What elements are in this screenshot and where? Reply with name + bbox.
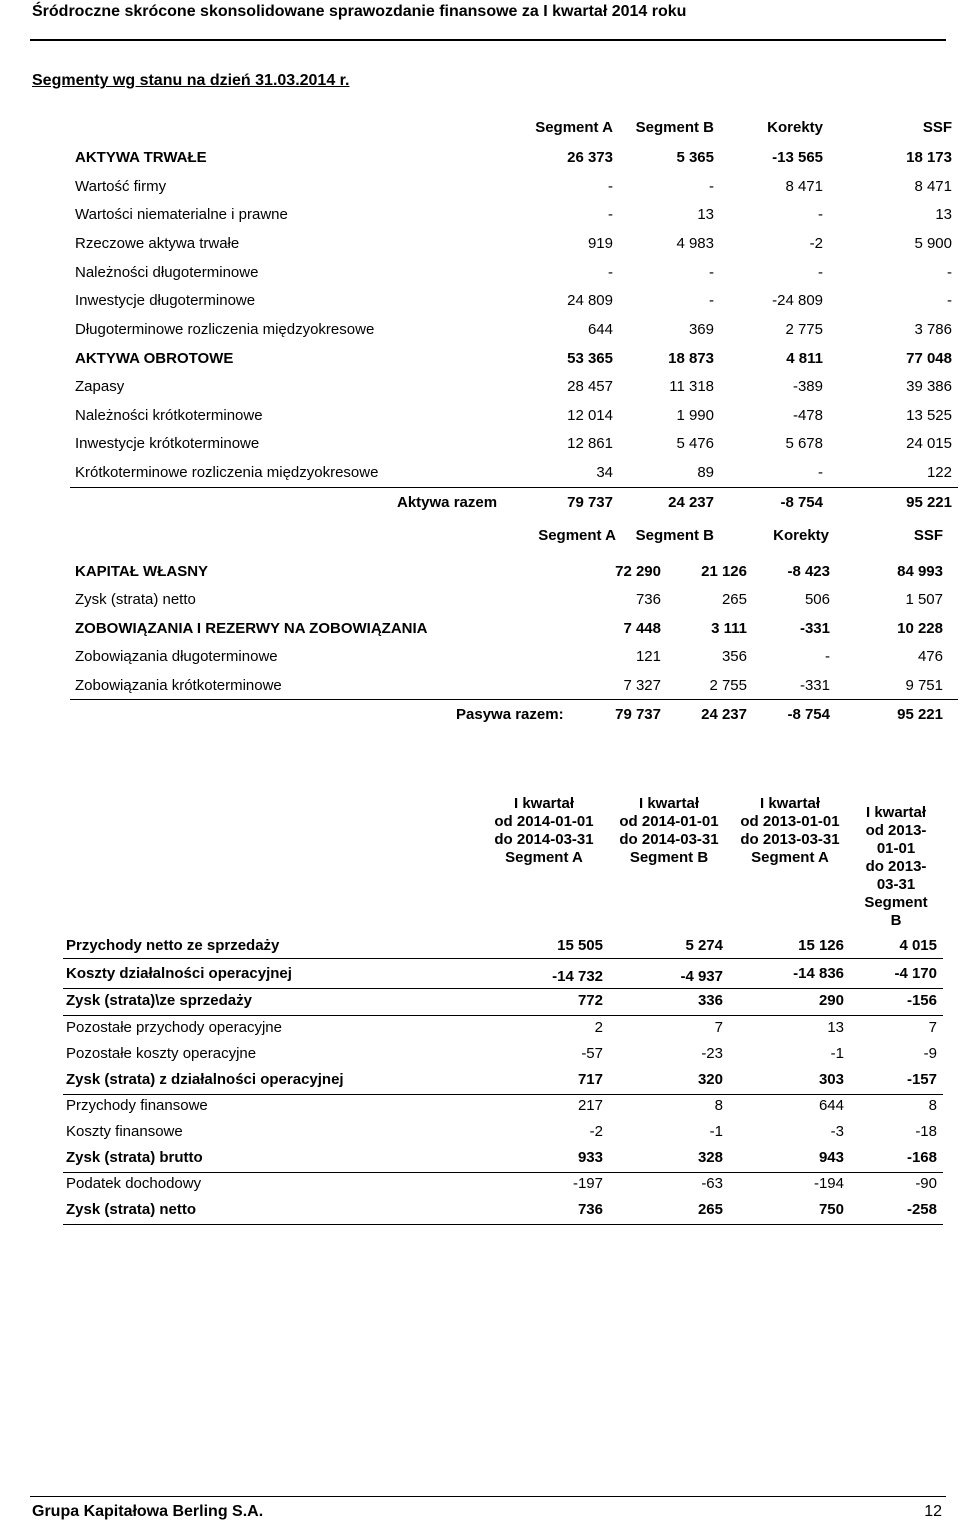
liabilities-row-value: 506 — [804, 591, 830, 608]
income-row-value: -90 — [915, 1175, 937, 1192]
income-column-header-line: B — [890, 912, 902, 929]
income-row-value: -57 — [581, 1045, 603, 1062]
income-row-value: -14 836 — [793, 965, 844, 982]
assets-total-value: 24 237 — [668, 494, 714, 511]
income-row-value: 8 — [714, 1097, 723, 1114]
assets-row-value: -13 565 — [772, 149, 823, 166]
assets-row-value: - — [818, 264, 823, 281]
assets-row-value: 18 873 — [668, 350, 714, 367]
income-column-header-line: do 2013- — [865, 858, 927, 875]
assets-total-value: 79 737 — [567, 494, 613, 511]
assets-row-label: Należności krótkoterminowe — [75, 407, 263, 424]
liabilities-table-row — [0, 588, 960, 612]
assets-row-value: 5 365 — [676, 149, 714, 166]
assets-row-value: 4 811 — [786, 350, 823, 367]
income-row-value: 336 — [697, 992, 723, 1009]
income-column-header-line: Segment B — [629, 849, 709, 866]
income-table-row — [0, 1016, 960, 1040]
income-row-label: Pozostałe koszty operacyjne — [66, 1045, 257, 1062]
income-row-label: Przychody finansowe — [66, 1097, 208, 1114]
income-row-label: Podatek dochodowy — [66, 1175, 202, 1192]
assets-row-value: 8 471 — [914, 178, 952, 195]
assets-row-value: - — [608, 206, 613, 223]
assets-row-value: 13 525 — [906, 407, 952, 424]
liabilities-row-value: 736 — [635, 591, 661, 608]
assets-row-value: 28 457 — [567, 378, 613, 395]
income-row-label: Pozostałe przychody operacyjne — [66, 1019, 282, 1036]
income-row-value: -168 — [906, 1149, 937, 1166]
liabilities-row-label: Zysk (strata) netto — [75, 591, 196, 608]
assets-row-value: - — [709, 264, 714, 281]
income-row-label: Zysk (strata) netto — [66, 1201, 197, 1218]
assets-row-value: 53 365 — [567, 350, 613, 367]
income-table-row — [0, 1120, 960, 1144]
income-column-header-line: I kwartał — [638, 795, 700, 812]
assets-table-row — [0, 232, 960, 256]
assets-row-value: 8 471 — [785, 178, 823, 195]
assets-row-value: 77 048 — [906, 350, 952, 367]
income-column-header — [851, 804, 941, 930]
assets-total-row — [0, 491, 960, 515]
income-row-value: -258 — [906, 1201, 937, 1218]
income-row-value: 15 126 — [798, 937, 844, 954]
income-row-value: 736 — [577, 1201, 603, 1218]
income-column-header-line: Segment — [864, 894, 928, 911]
assets-row-value: 24 015 — [906, 435, 952, 452]
assets-table-row — [0, 375, 960, 399]
assets-column-header: Segment B — [635, 119, 714, 136]
assets-row-label: Zapasy — [75, 378, 125, 395]
liabilities-row-value: -331 — [799, 620, 830, 637]
income-row-value: 5 274 — [685, 937, 723, 954]
liabilities-row-value: 84 993 — [897, 563, 943, 580]
assets-table-row — [0, 289, 960, 313]
income-row-value: -2 — [589, 1123, 603, 1140]
liabilities-total-value: 79 737 — [615, 706, 661, 723]
assets-table-row — [0, 404, 960, 428]
income-row-value: 15 505 — [557, 937, 603, 954]
liabilities-table-row — [0, 674, 960, 698]
assets-row-value: - — [608, 178, 613, 195]
assets-row-value: 5 900 — [914, 235, 952, 252]
income-column-header-line: do 2014-03-31 — [619, 831, 719, 848]
income-row-value: 7 — [928, 1019, 937, 1036]
income-row-value: -3 — [830, 1123, 844, 1140]
income-column-header-line: Segment A — [751, 849, 829, 866]
assets-row-value: 24 809 — [567, 292, 613, 309]
assets-total-label: Aktywa razem — [397, 494, 498, 511]
income-row-label: Zysk (strata) brutto — [66, 1149, 203, 1166]
assets-row-label: Inwestycje krótkoterminowe — [75, 435, 260, 452]
liabilities-row-value: - — [825, 648, 830, 665]
income-row-value: -9 — [923, 1045, 937, 1062]
liabilities-row-value: 476 — [917, 648, 943, 665]
assets-row-value: - — [947, 292, 952, 309]
income-row-value: 772 — [577, 992, 603, 1009]
assets-row-value: 2 775 — [785, 321, 823, 338]
income-column-header-line: do 2013-03-31 — [740, 831, 840, 848]
assets-row-value: -2 — [809, 235, 823, 252]
liabilities-row-value: -8 423 — [787, 563, 830, 580]
liabilities-total-value: 24 237 — [701, 706, 747, 723]
liabilities-row-value: 10 228 — [897, 620, 943, 637]
liabilities-row-value: 121 — [635, 648, 661, 665]
income-row-label: Zysk (strata)\ze sprzedaży — [66, 992, 252, 1009]
assets-row-label: Wartość firmy — [75, 178, 167, 195]
assets-row-label: AKTYWA OBROTOWE — [75, 350, 234, 367]
income-row-value: -197 — [572, 1175, 603, 1192]
liabilities-row-value: 7 448 — [623, 620, 661, 637]
assets-row-label: Wartości niematerialne i prawne — [75, 206, 288, 223]
income-row-value: -4 170 — [894, 965, 937, 982]
income-column-header — [479, 795, 609, 867]
assets-row-value: 369 — [688, 321, 714, 338]
income-column-header-line: od 2014-01-01 — [494, 813, 594, 830]
liabilities-row-label: KAPITAŁ WŁASNY — [75, 563, 209, 580]
income-row-label: Koszty finansowe — [66, 1123, 183, 1140]
income-row-value: 303 — [818, 1071, 844, 1088]
income-row-value: -194 — [813, 1175, 844, 1192]
assets-row-value: 26 373 — [567, 149, 613, 166]
assets-row-value: 122 — [926, 464, 952, 481]
income-column-header-line: I kwartał — [759, 795, 821, 812]
assets-row-value: - — [947, 264, 952, 281]
liabilities-row-value: 21 126 — [701, 563, 747, 580]
income-row-value: 320 — [697, 1071, 723, 1088]
footer-rule — [30, 1496, 946, 1497]
liabilities-column-header: Segment A — [538, 527, 616, 544]
income-table-row — [0, 1198, 960, 1222]
liabilities-row-label: Zobowiązania długoterminowe — [75, 648, 278, 665]
assets-row-value: 13 — [935, 206, 952, 223]
income-row-label: Przychody netto ze sprzedaży — [66, 937, 280, 954]
assets-row-value: - — [709, 292, 714, 309]
assets-table-row — [0, 318, 960, 342]
income-row-label: Zysk (strata) z działalności operacyjnej — [66, 1071, 344, 1088]
assets-total-value: -8 754 — [780, 494, 823, 511]
header-rule — [30, 39, 946, 41]
income-row-rule — [63, 1094, 943, 1095]
assets-row-value: 644 — [587, 321, 613, 338]
liabilities-total-row — [0, 703, 960, 727]
assets-row-label: Inwestycje długoterminowe — [75, 292, 256, 309]
income-column-header-line: od 2013- — [865, 822, 927, 839]
income-table-row — [0, 934, 960, 958]
liabilities-row-value: 3 111 — [711, 620, 747, 637]
income-row-value: -23 — [701, 1045, 723, 1062]
liabilities-column-header: Segment B — [635, 527, 714, 544]
assets-row-value: 919 — [587, 235, 613, 252]
income-row-value: 717 — [577, 1071, 603, 1088]
income-row-value: 4 015 — [899, 937, 937, 954]
income-row-value: 933 — [577, 1149, 603, 1166]
liabilities-column-header: SSF — [913, 527, 943, 544]
assets-total-rule — [70, 487, 958, 488]
liabilities-row-value: 72 290 — [615, 563, 661, 580]
liabilities-total-value: 95 221 — [897, 706, 943, 723]
liabilities-row-value: 9 751 — [905, 677, 943, 694]
assets-row-value: -389 — [792, 378, 823, 395]
income-row-rule — [63, 988, 943, 989]
assets-table-row — [0, 432, 960, 456]
liabilities-row-label: ZOBOWIĄZANIA I REZERWY NA ZOBOWIĄZANIA — [75, 620, 428, 637]
income-table-row — [0, 1068, 960, 1092]
income-row-value: -63 — [701, 1175, 723, 1192]
assets-row-value: 5 678 — [785, 435, 823, 452]
assets-table-row — [0, 175, 960, 199]
income-table-row — [0, 962, 960, 986]
income-row-value: 8 — [928, 1097, 937, 1114]
income-row-value: 7 — [714, 1019, 723, 1036]
income-row-value: 943 — [818, 1149, 844, 1166]
income-row-value: -1 — [830, 1045, 844, 1062]
assets-row-label: Rzeczowe aktywa trwałe — [75, 235, 240, 252]
income-table-row — [0, 989, 960, 1013]
income-table-row — [0, 1146, 960, 1170]
income-row-value: -14 732 — [552, 968, 603, 985]
assets-row-value: 11 318 — [669, 378, 714, 395]
assets-row-value: 39 386 — [906, 378, 952, 395]
income-row-value: 217 — [577, 1097, 603, 1114]
income-row-label: Koszty działalności operacyjnej — [66, 965, 292, 982]
income-row-rule — [63, 1224, 943, 1225]
assets-row-value: -24 809 — [772, 292, 823, 309]
income-row-value: -18 — [915, 1123, 937, 1140]
income-row-value: 265 — [697, 1201, 723, 1218]
income-row-value: -156 — [906, 992, 937, 1009]
income-column-header-line: I kwartał — [865, 804, 927, 821]
assets-row-value: 18 173 — [906, 149, 952, 166]
income-row-value: -157 — [906, 1071, 937, 1088]
assets-row-label: Należności długoterminowe — [75, 264, 259, 281]
assets-row-value: 3 786 — [914, 321, 952, 338]
assets-row-value: 1 990 — [676, 407, 714, 424]
assets-row-value: - — [608, 264, 613, 281]
assets-row-value: 5 476 — [676, 435, 714, 452]
assets-column-header: Korekty — [767, 119, 823, 136]
income-row-value: -4 937 — [680, 968, 723, 985]
section-title: Segmenty wg stanu na dzień 31.03.2014 r. — [32, 72, 350, 89]
income-column-header-line: Segment A — [505, 849, 583, 866]
assets-row-label: Długoterminowe rozliczenia międzyokresowe — [75, 321, 375, 338]
income-column-header-line: od 2014-01-01 — [619, 813, 719, 830]
liabilities-row-value: -331 — [799, 677, 830, 694]
income-row-value: 2 — [594, 1019, 603, 1036]
assets-row-value: 12 861 — [567, 435, 613, 452]
income-row-rule — [63, 958, 943, 959]
liabilities-total-value: -8 754 — [787, 706, 830, 723]
income-column-header-line: I kwartał — [513, 795, 575, 812]
income-row-value: 328 — [697, 1149, 723, 1166]
income-column-header-line: do 2014-03-31 — [494, 831, 594, 848]
income-column-header-line: 01-01 — [876, 840, 916, 857]
assets-row-value: 12 014 — [567, 407, 613, 424]
assets-column-header: Segment A — [535, 119, 613, 136]
income-table-row — [0, 1172, 960, 1196]
liabilities-row-value: 2 755 — [709, 677, 747, 694]
liabilities-table-row — [0, 560, 960, 584]
assets-row-value: 13 — [697, 206, 714, 223]
assets-table-row — [0, 461, 960, 485]
assets-total-value: 95 221 — [906, 494, 952, 511]
footer-company: Grupa Kapitałowa Berling S.A. — [32, 1503, 264, 1520]
liabilities-table-row — [0, 617, 960, 641]
assets-row-value: - — [818, 464, 823, 481]
liabilities-row-value: 7 327 — [623, 677, 661, 694]
assets-row-label: AKTYWA TRWAŁE — [75, 149, 207, 166]
liabilities-row-label: Zobowiązania krótkoterminowe — [75, 677, 282, 694]
assets-table-row — [0, 203, 960, 227]
income-table-row — [0, 1042, 960, 1066]
assets-header-row — [0, 116, 960, 140]
income-column-header — [604, 795, 734, 867]
income-column-header — [725, 795, 855, 867]
assets-row-value: 4 983 — [676, 235, 714, 252]
liabilities-header-row — [0, 524, 960, 548]
assets-row-value: -478 — [792, 407, 823, 424]
income-table-row — [0, 1094, 960, 1118]
income-column-header-line: 03-31 — [876, 876, 916, 893]
assets-row-label: Krótkoterminowe rozliczenia międzyokresowe — [75, 464, 379, 481]
liabilities-row-value: 1 507 — [905, 591, 943, 608]
income-row-value: -1 — [709, 1123, 723, 1140]
assets-table-row — [0, 261, 960, 285]
liabilities-row-value: 356 — [721, 648, 747, 665]
liabilities-total-label: Pasywa razem: — [456, 706, 564, 723]
assets-row-value: - — [818, 206, 823, 223]
document-header-title: Śródroczne skrócone skonsolidowane sprawozdanie finansowe za I kwartał 2014 roku — [32, 3, 687, 20]
assets-row-value: 34 — [596, 464, 613, 481]
liabilities-table-row — [0, 645, 960, 669]
income-row-value: 750 — [818, 1201, 844, 1218]
income-column-header-line: od 2013-01-01 — [740, 813, 840, 830]
income-row-value: 13 — [827, 1019, 844, 1036]
assets-row-value: 89 — [697, 464, 714, 481]
income-row-rule — [63, 1015, 943, 1016]
assets-table-row — [0, 146, 960, 170]
income-row-value: 644 — [818, 1097, 844, 1114]
liabilities-row-value: 265 — [721, 591, 747, 608]
liabilities-column-header: Korekty — [773, 527, 829, 544]
assets-table-row — [0, 347, 960, 371]
assets-row-value: - — [709, 178, 714, 195]
footer-page-number: 12 — [924, 1503, 942, 1520]
income-row-rule — [63, 1172, 943, 1173]
assets-column-header: SSF — [922, 119, 952, 136]
liabilities-total-rule — [70, 699, 958, 700]
income-row-value: 290 — [818, 992, 844, 1009]
